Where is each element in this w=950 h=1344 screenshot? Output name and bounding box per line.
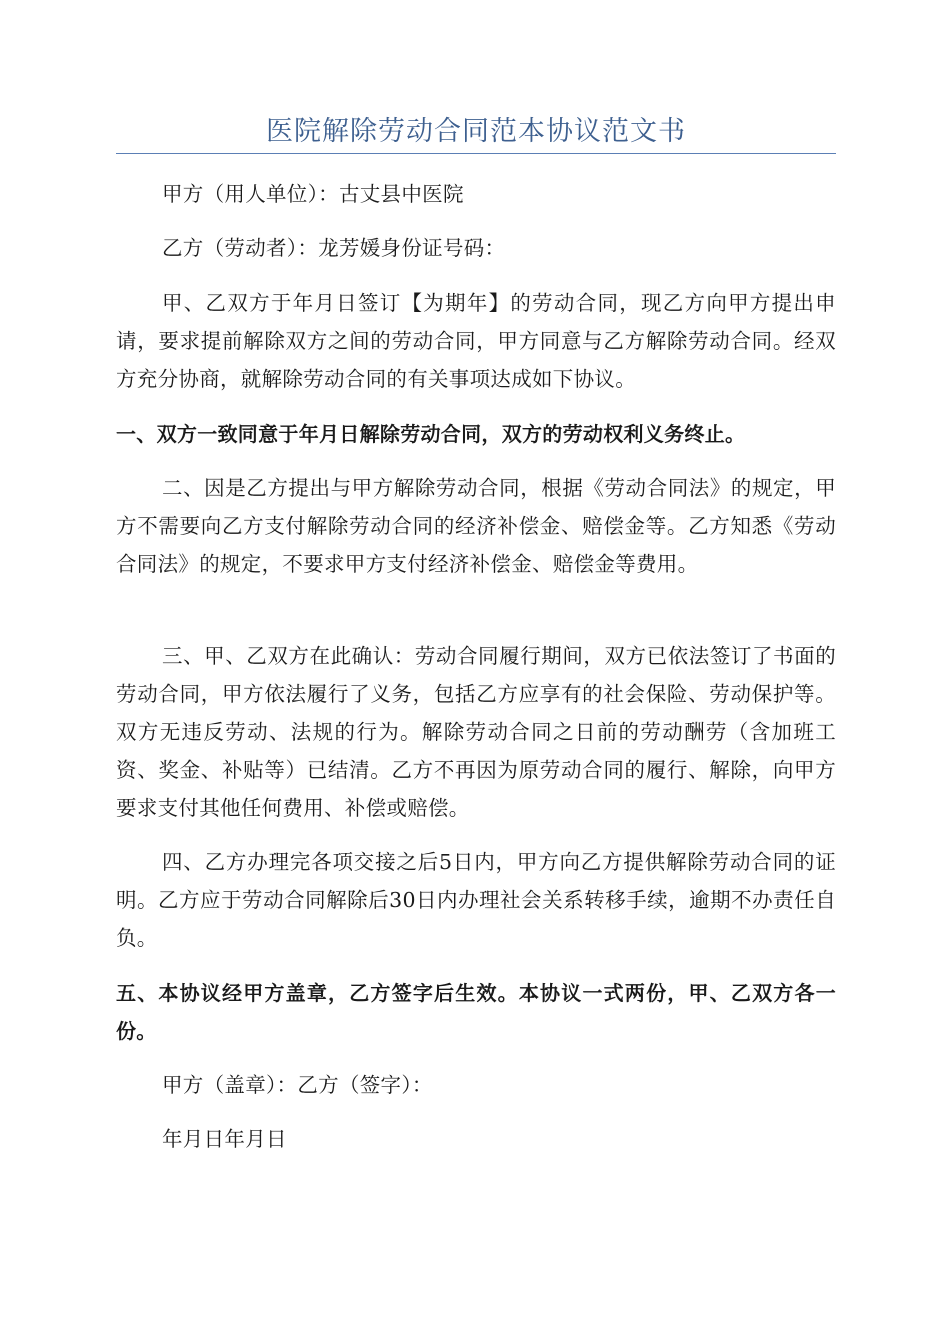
party-a-line: 甲方（用人单位）：古丈县中医院 [162, 182, 464, 206]
clause-4: 四、乙方办理完各项交接之后5日内，甲方向乙方提供解除劳动合同的证明。乙方应于劳动合同解除后30日内办理社会关系转移手续，逾期不办责任自负。 [116, 850, 836, 950]
party-b-line: 乙方（劳动者）：龙芳媛身份证号码： [162, 236, 506, 260]
clause-3: 三、甲、乙双方在此确认：劳动合同履行期间，双方已依法签订了书面的劳动合同，甲方依法履行了义务，包括乙方应享有的社会保险、劳动保护等。双方无违反劳动、法规的行为。解除劳动合同之日前的劳动酬劳（含加班工资、奖金、补贴等）已结清。乙方不再因为原劳动合同的履行、解除，向甲方要求支付其他任何费用、补偿或赔偿。 [116, 644, 836, 820]
clause-1: 一、双方一致同意于年月日解除劳动合同，双方的劳动权利义务终止。 [116, 422, 746, 446]
date-line: 年月日年月日 [162, 1127, 287, 1151]
title-underline [116, 153, 836, 154]
document-title: 医院解除劳动合同范本协议范文书 [266, 116, 686, 147]
clause-5: 五、本协议经甲方盖章，乙方签字后生效。本协议一式两份，甲、乙双方各一份。 [116, 981, 836, 1043]
signature-line: 甲方（盖章）：乙方（签字）： [162, 1073, 433, 1097]
clause-2: 二、因是乙方提出与甲方解除劳动合同，根据《劳动合同法》的规定，甲方不需要向乙方支付解除劳动合同的经济补偿金、赔偿金等。乙方知悉《劳动合同法》的规定，不要求甲方支付经济补偿金、赔偿金等费用。 [116, 476, 836, 576]
intro-paragraph: 甲、乙双方于年月日签订【为期年】的劳动合同，现乙方向甲方提出申请，要求提前解除双方之间的劳动合同，甲方同意与乙方解除劳动合同。经双方充分协商，就解除劳动合同的有关事项达成如下协议。 [116, 291, 836, 391]
